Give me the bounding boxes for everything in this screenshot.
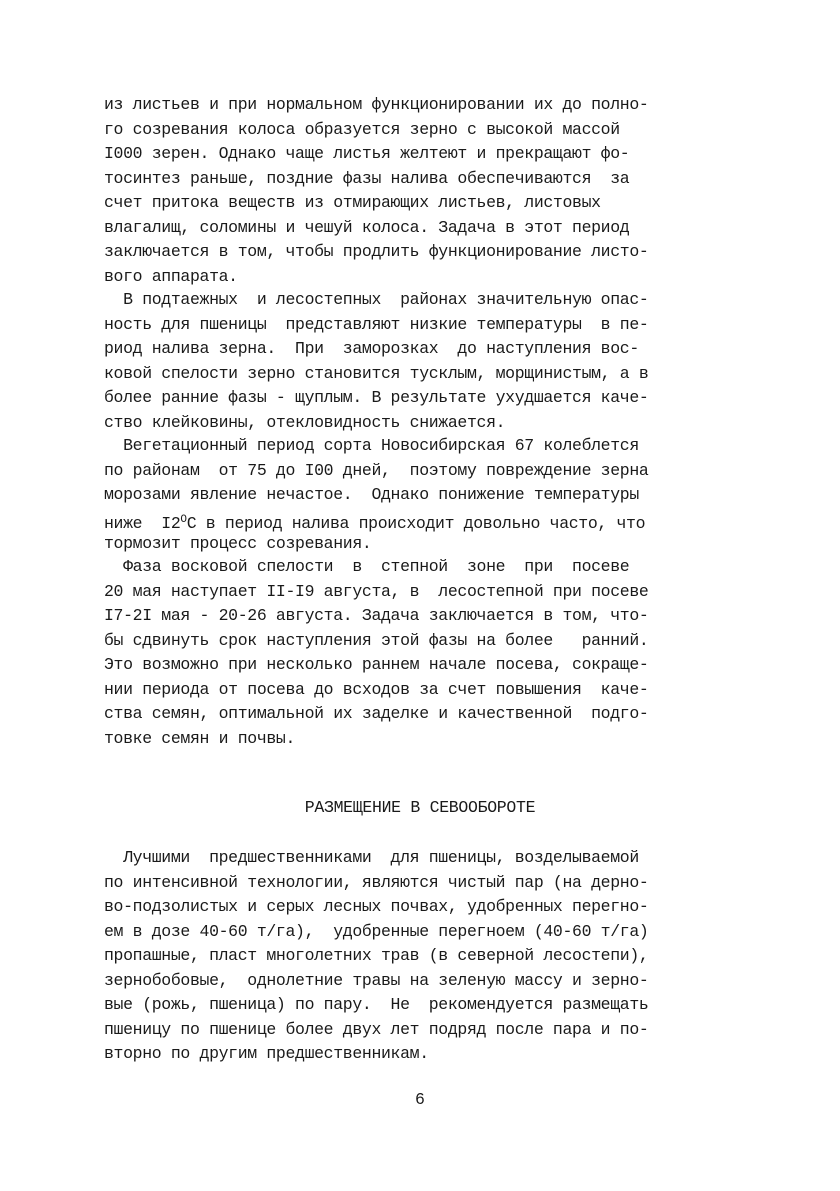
text-line: ность для пшеницы представляют низкие температуры в пе- — [104, 314, 649, 334]
paragraph-predecessors — [104, 846, 704, 1067]
text-line: го созревания колоса образуется зерно с высокой массой — [104, 119, 620, 139]
text-line: Фаза восковой спелости в степной зоне при посеве — [104, 557, 630, 576]
text-line: по интенсивной технологии, являются чистый пар (на дерно- — [104, 872, 649, 892]
text-segment: ниже I2 — [104, 513, 181, 533]
text-line: из листьев и при нормальном функционировании их до полно- — [104, 95, 649, 114]
text-line: зернобобовые, однолетние травы на зеленую массу и зерно- — [104, 970, 649, 990]
paragraph-vegetation-period — [104, 434, 704, 557]
paragraph-low-temperatures — [104, 288, 704, 435]
text-line: вторно по другим предшественникам. — [104, 1044, 429, 1063]
text-line: тормозит процесс созревания. — [104, 534, 372, 553]
text-line: I7-2I мая - 20-26 августа. Задача заключается в том, что- — [104, 606, 649, 625]
text-line: пшеницу по пшенице более двух лет подряд после пара и по- — [104, 1019, 649, 1039]
paragraph-leaf-function — [104, 93, 704, 289]
text-line: бы сдвинуть срок наступления этой фазы на более ранний. — [104, 630, 649, 650]
text-line: заключается в том, чтобы продлить функционирование листо- — [104, 242, 649, 261]
text-line: товке семян и почвы. — [104, 728, 296, 748]
paragraph-wax-ripeness — [104, 555, 704, 751]
text-line: I000 зерен. Однако чаще листья желтеют и прекращают фо- — [104, 144, 630, 163]
text-line: тосинтез раньше, поздние фазы налива обеспечиваются за — [104, 168, 630, 188]
text-line: ем в дозе 40-60 т/га), удобренные перегноем (40-60 т/га) — [104, 921, 649, 941]
text-line: ство клейковины, отекловидность снижается. — [104, 412, 506, 432]
text-line: Лучшими предшественниками для пшеницы, возделываемой — [104, 848, 639, 867]
text-segment: C в период налива происходит довольно часто, что — [186, 513, 646, 533]
text-line: более ранние фазы - щуплым. В результате ухудшается каче- — [104, 388, 649, 407]
text-line: ства семян, оптимальной их заделке и качественной подго- — [104, 704, 649, 723]
degree-superscript: O — [180, 513, 187, 526]
text-line: морозами явление нечастое. Однако понижение температуры — [104, 485, 639, 504]
text-line: риод налива зерна. При заморозках до наступления вос- — [104, 339, 639, 358]
text-line: ковой спелости зерно становится тусклым, морщинистым, а в — [104, 363, 649, 383]
text-line: вые (рожь, пшеница) по пару. Не рекомендуется размещать — [104, 995, 649, 1014]
text-line: 20 мая наступает II-I9 августа, в лесостепной при посеве — [104, 581, 649, 601]
text-line: во-подзолистых и серых лесных почвах, удобренных перегно- — [104, 897, 649, 916]
text-line: пропашные, пласт многолетних трав (в северной лесостепи), — [104, 946, 649, 965]
text-line: счет притока веществ из отмирающих листьев, листовых — [104, 193, 601, 212]
text-line: В подтаежных и лесостепных районах значительную опас- — [104, 290, 649, 309]
text-line: вого аппарата. — [104, 266, 238, 286]
text-line: Это возможно при несколько раннем начале посева, сокраще- — [104, 655, 649, 674]
text-line: Вегетационный период сорта Новосибирская 67 колеблется — [104, 436, 639, 455]
text-line: влагалищ, соломины и чешуй колоса. Задача в этот период — [104, 217, 630, 237]
page-number: 6 — [415, 1090, 425, 1109]
text-line: нии периода от посева до всходов за счет повышения каче- — [104, 679, 649, 699]
text-line — [104, 508, 704, 533]
section-heading: РАЗМЕЩЕНИЕ В СЕВООБОРОТЕ — [304, 798, 536, 817]
text-line: по районам от 75 до I00 дней, поэтому повреждение зерна — [104, 460, 649, 480]
